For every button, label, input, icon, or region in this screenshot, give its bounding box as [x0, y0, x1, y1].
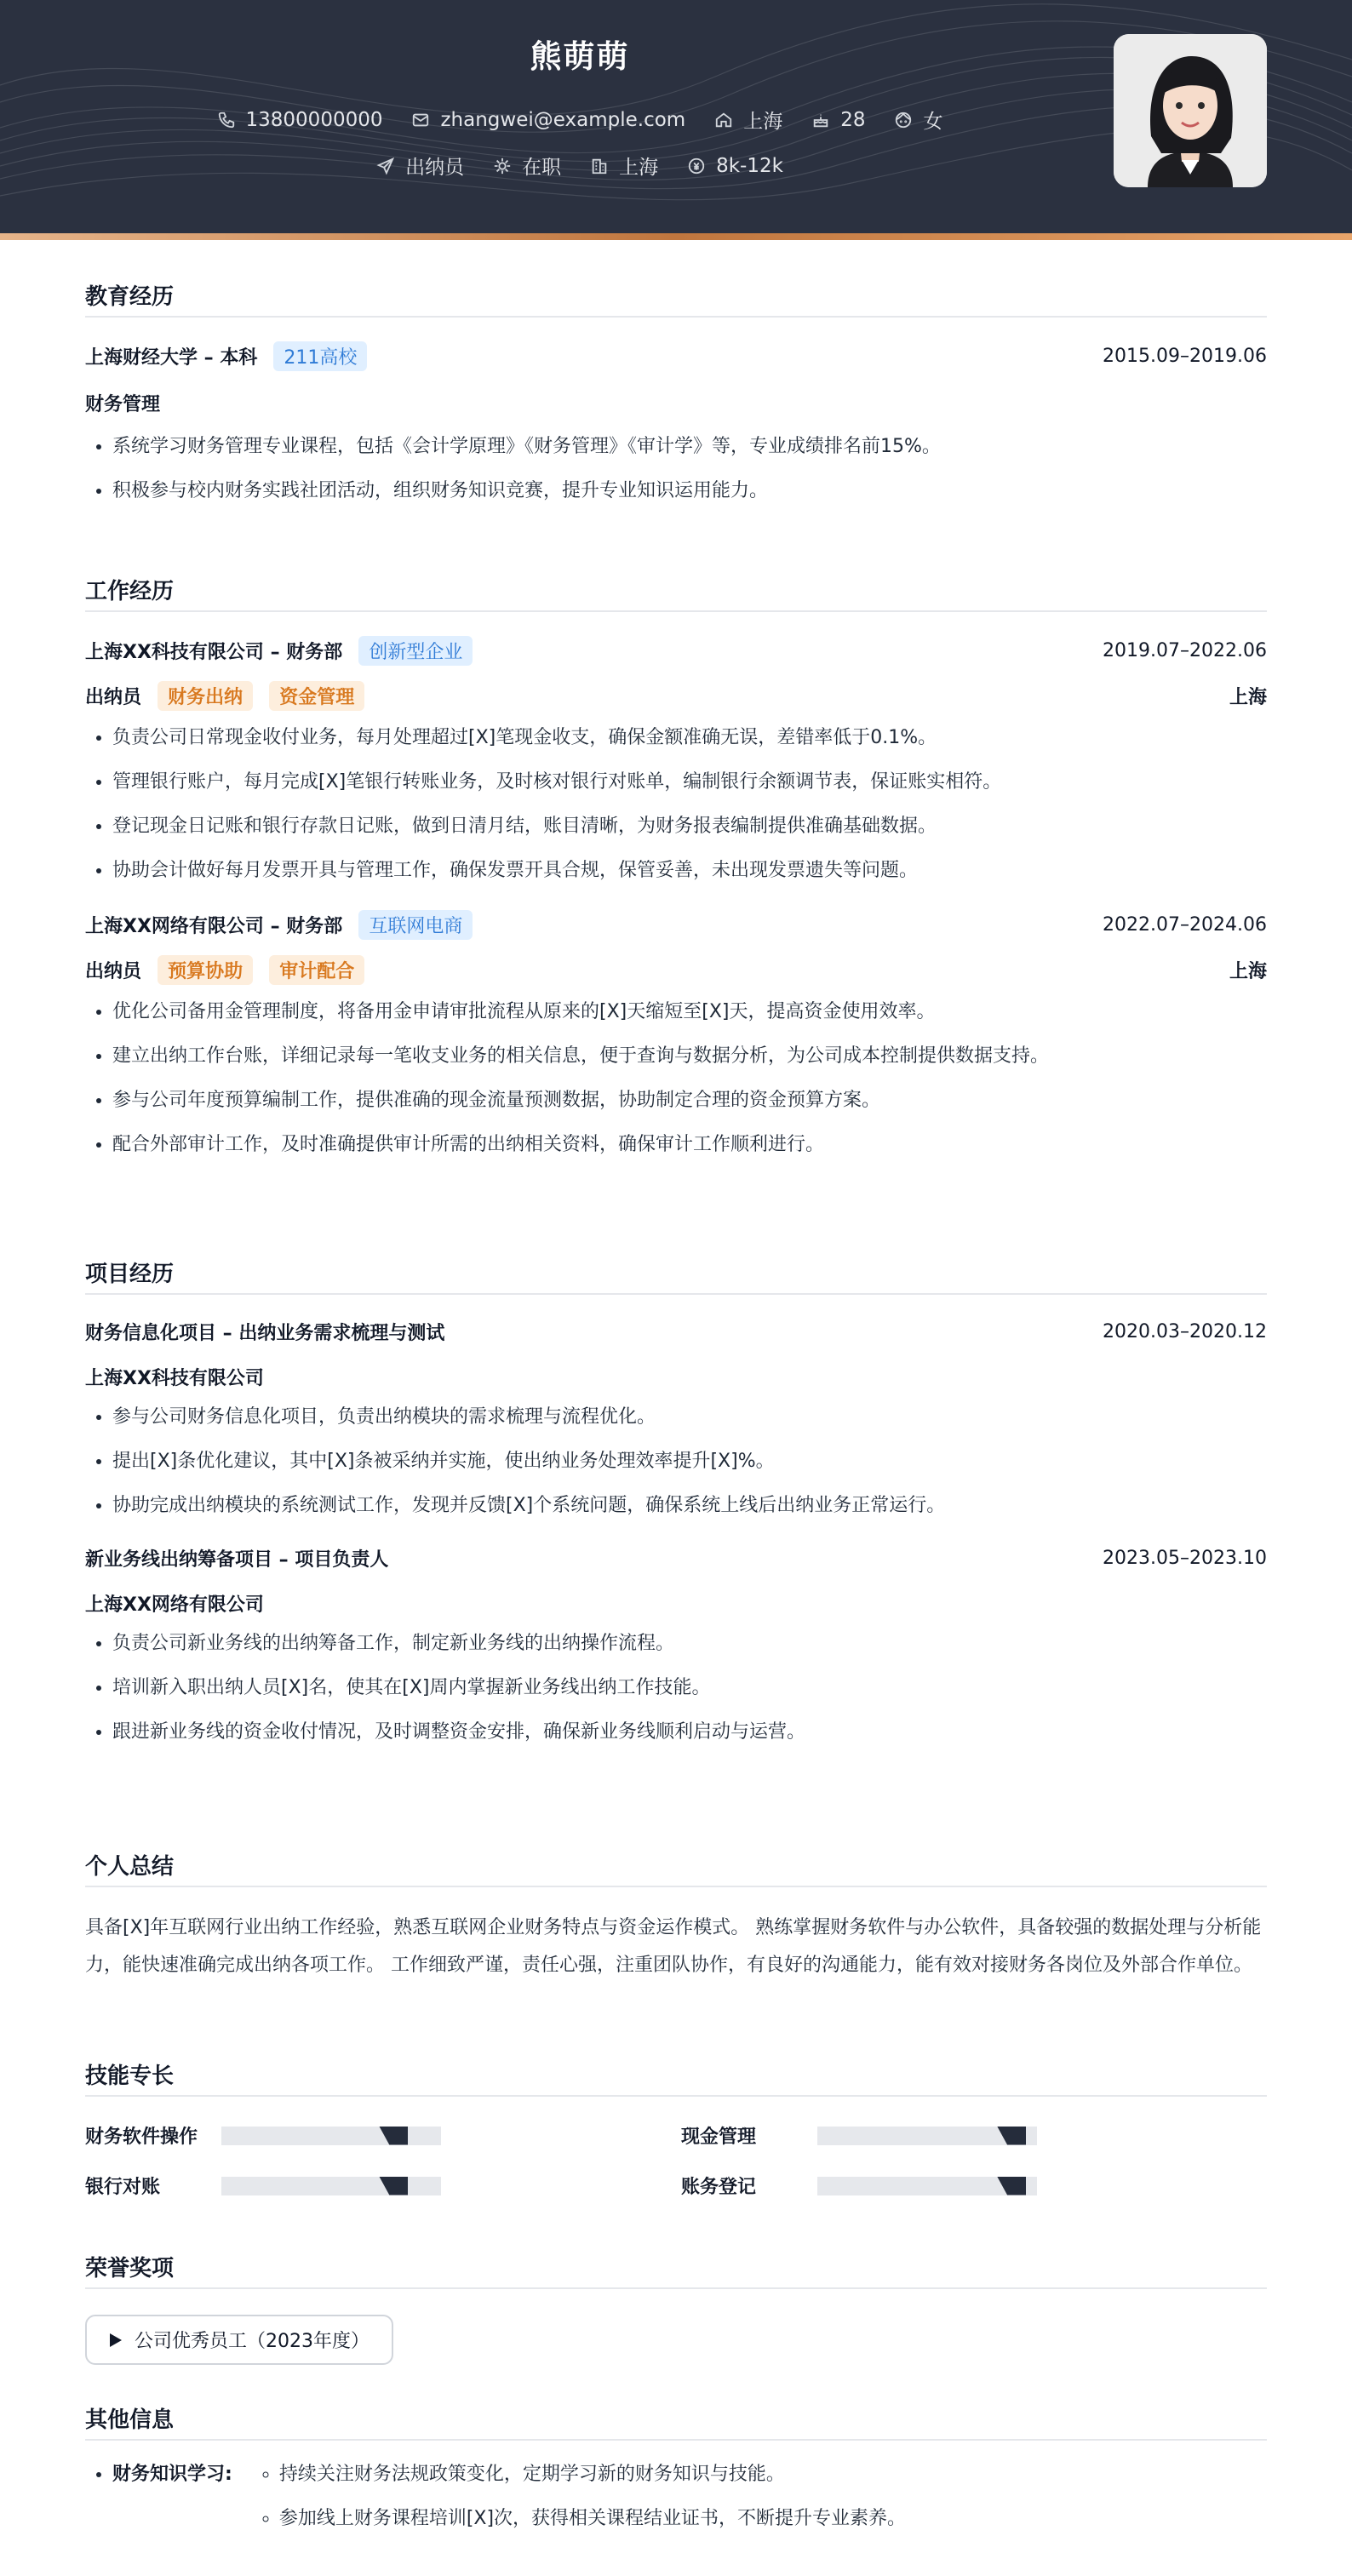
- company-tag: 互联网电商: [358, 910, 473, 940]
- other-section: [85, 2402, 1267, 2541]
- home-icon: [714, 111, 733, 129]
- skill-item: [681, 2172, 1267, 2199]
- company-name: 上海XX科技有限公司 – 财务部: [85, 642, 343, 663]
- play-icon: [109, 2333, 123, 2348]
- skill-bar-fill: [817, 2127, 1026, 2145]
- list-item: • 配合外部审计工作，及时准确提供审计所需的出纳相关资料，确保审计工作顺利进行。: [112, 1123, 1267, 1167]
- email-text: zhangwei@example.com: [440, 108, 686, 131]
- summary-title: 个人总结: [85, 1849, 1267, 1887]
- skill-bar-fill: [817, 2177, 1026, 2195]
- contact-row: [0, 106, 1160, 134]
- status-text: 在职: [522, 157, 562, 179]
- salary-item: [687, 155, 783, 177]
- project-title: 财务信息化项目 – 出纳业务需求梳理与测试: [85, 1323, 445, 1344]
- email-item: [411, 109, 685, 131]
- target-city-text: 上海: [619, 157, 659, 179]
- mail-icon: [411, 111, 430, 129]
- skill-name: 银行对账: [85, 2177, 161, 2198]
- school-name: 上海财经大学 – 本科: [85, 347, 258, 369]
- awards-section: [85, 2251, 1267, 2365]
- work-date: 2022.07–2024.06: [1103, 914, 1267, 936]
- location-text: 上海: [743, 111, 783, 133]
- cake-icon: [811, 111, 830, 129]
- work-title: 工作经历: [85, 574, 1267, 612]
- list-item: • 参与公司年度预算编制工作，提供准确的现金流量预测数据，协助制定合理的资金预算方案。: [112, 1079, 1267, 1123]
- skill-name: 现金管理: [681, 2127, 757, 2148]
- profile-photo: [1114, 34, 1267, 187]
- header-accent-bar: [0, 233, 1352, 240]
- project-header: [85, 1319, 1267, 1345]
- gender-icon: [894, 111, 913, 129]
- skills-title: 技能专长: [85, 2058, 1267, 2097]
- education-title: 教育经历: [85, 279, 1267, 318]
- project-date: 2020.03–2020.12: [1103, 1321, 1267, 1342]
- project-company: 上海XX科技有限公司: [85, 1368, 264, 1389]
- skill-name: 账务登记: [681, 2177, 757, 2198]
- list-item: • 优化公司备用金管理制度，将备用金申请审批流程从原来的[X]天缩短至[X]天，提高资金使用效率。: [112, 990, 1267, 1034]
- education-section: [85, 279, 1267, 513]
- work-city: 上海: [1229, 961, 1267, 982]
- list-item: • 协助完成出纳模块的系统测试工作，发现并反馈[X]个系统问题，确保系统上线后出纳业务正常运行。: [112, 1484, 1267, 1528]
- list-item: • 参与公司财务信息化项目，负责出纳模块的需求梳理与流程优化。: [112, 1395, 1267, 1440]
- list-item: • 积极参与校内财务实践社团活动，组织财务知识竞赛，提升专业知识运用能力。: [112, 469, 1267, 513]
- location-item: [714, 106, 782, 134]
- summary-section: [85, 1849, 1267, 1984]
- work-bullets: [85, 716, 1267, 893]
- other-label: 财务知识学习:: [112, 2464, 232, 2485]
- school-tag: 211高校: [273, 341, 367, 371]
- other-sublist: [238, 2453, 906, 2541]
- skill-item: [85, 2122, 681, 2149]
- skill-item: [85, 2172, 681, 2199]
- role-row: [85, 681, 1267, 711]
- work-bullets: [85, 990, 1267, 1167]
- award-label: 公司优秀员工（2023年度）: [135, 2331, 370, 2352]
- work-header: [85, 636, 1267, 666]
- company-tag: 创新型企业: [358, 636, 473, 666]
- project-date: 2023.05–2023.10: [1103, 1548, 1267, 1569]
- list-item: • 系统学习财务管理专业课程，包括《会计学原理》《财务管理》《审计学》等，专业成绩排名前15%。: [112, 425, 1267, 469]
- status-item: [493, 152, 561, 180]
- projects-title: 项目经历: [85, 1257, 1267, 1295]
- send-icon: [376, 157, 395, 175]
- award-item[interactable]: [85, 2315, 393, 2365]
- skills-grid: [85, 2122, 1267, 2199]
- list-item: [112, 2453, 1267, 2541]
- projects-section: [85, 1257, 1267, 1755]
- list-item: • 负责公司日常现金收付业务，每月处理超过[X]笔现金收支，确保金额准确无误，差错率低于0.1%。: [112, 716, 1267, 760]
- skill-bar-fill: [221, 2127, 408, 2145]
- status-icon: [493, 157, 512, 175]
- list-item: • 登记现金日记账和银行存款日记账，做到日清月结，账目清晰，为财务报表编制提供准确基础数据。: [112, 804, 1267, 849]
- role: 出纳员: [85, 687, 142, 708]
- other-list: [85, 2453, 1267, 2541]
- skill-bar: [221, 2127, 441, 2145]
- money-icon: [687, 157, 706, 175]
- role: 出纳员: [85, 961, 142, 982]
- resume-header: [0, 0, 1352, 240]
- education-bullets: [85, 425, 1267, 513]
- list-item: ◦ 持续关注财务法规政策变化，定期学习新的财务知识与技能。: [279, 2453, 906, 2497]
- work-city: 上海: [1229, 687, 1267, 708]
- skills-section: [85, 2058, 1267, 2199]
- work-entry: [85, 910, 1267, 1167]
- list-item: • 管理银行账户，每月完成[X]笔银行转账业务，及时核对银行对账单，编制银行余额调节表，保证账实相符。: [112, 760, 1267, 804]
- building-icon: [590, 157, 609, 175]
- gender-item: [894, 106, 942, 134]
- phone-icon: [217, 111, 236, 129]
- other-title: 其他信息: [85, 2402, 1267, 2441]
- avatar: [1114, 34, 1267, 187]
- work-header: [85, 910, 1267, 940]
- company-name: 上海XX网络有限公司 – 财务部: [85, 916, 343, 937]
- skill-tag: 审计配合: [269, 955, 364, 985]
- phone-text: 13800000000: [245, 108, 383, 131]
- skill-tag: 预算协助: [158, 955, 253, 985]
- job-title-item: [376, 152, 464, 180]
- skill-bar: [817, 2127, 1037, 2145]
- project-title: 新业务线出纳筹备项目 – 项目负责人: [85, 1549, 389, 1571]
- skill-tag: 财务出纳: [158, 681, 253, 711]
- job-title-text: 出纳员: [405, 157, 465, 179]
- candidate-name: 熊萌萌: [530, 38, 630, 75]
- role-row: [85, 955, 1267, 985]
- age-text: 28: [840, 108, 866, 131]
- project-company: 上海XX网络有限公司: [85, 1594, 264, 1616]
- work-section: [85, 574, 1267, 1167]
- age-item: [811, 109, 865, 131]
- skill-item: [681, 2122, 1267, 2149]
- list-item: • 培训新入职出纳人员[X]名，使其在[X]周内掌握新业务线出纳工作技能。: [112, 1666, 1267, 1710]
- project-header: [85, 1545, 1267, 1571]
- project-entry: [85, 1545, 1267, 1755]
- phone-item: [217, 109, 383, 131]
- list-item: ◦ 参加线上财务课程培训[X]次，获得相关课程结业证书，不断提升专业素养。: [279, 2497, 906, 2541]
- salary-text: 8k-12k: [716, 154, 783, 177]
- target-city-item: [590, 152, 658, 180]
- skill-bar: [817, 2177, 1037, 2195]
- education-date: 2015.09–2019.06: [1103, 346, 1267, 367]
- awards-title: 荣誉奖项: [85, 2251, 1267, 2289]
- gender-text: 女: [923, 111, 943, 133]
- list-item: • 建立出纳工作台账，详细记录每一笔收支业务的相关信息，便于查询与数据分析，为公司成本控制提供数据支持。: [112, 1034, 1267, 1079]
- project-bullets: [85, 1622, 1267, 1755]
- major: 财务管理: [85, 394, 161, 415]
- skill-bar: [221, 2177, 441, 2195]
- list-item: • 负责公司新业务线的出纳筹备工作，制定新业务线的出纳操作流程。: [112, 1622, 1267, 1666]
- summary-text: 具备[X]年互联网行业出纳工作经验，熟悉互联网企业财务特点与资金运作模式。 熟练掌握财务软件与办公软件，具备较强的数据处理与分析能力，能快速准确完成出纳各项工作。 工作细致严谨，责任心强，注重团队协作，有良好的沟通能力，能有效对接财务各岗位及外部合作单位。: [85, 1917, 1262, 1976]
- skill-tag: 资金管理: [269, 681, 364, 711]
- project-entry: [85, 1319, 1267, 1528]
- job-intent-row: [0, 152, 1160, 180]
- project-bullets: [85, 1395, 1267, 1528]
- skill-name: 财务软件操作: [85, 2127, 198, 2148]
- list-item: • 协助会计做好每月发票开具与管理工作，确保发票开具合规，保管妥善，未出现发票遗失等问题。: [112, 849, 1267, 893]
- work-entry: [85, 636, 1267, 893]
- education-header: [85, 341, 1267, 371]
- list-item: • 跟进新业务线的资金收付情况，及时调整资金安排，确保新业务线顺利启动与运营。: [112, 1710, 1267, 1755]
- work-date: 2019.07–2022.06: [1103, 640, 1267, 661]
- list-item: • 提出[X]条优化建议，其中[X]条被采纳并实施，使出纳业务处理效率提升[X]%。: [112, 1440, 1267, 1484]
- skill-bar-fill: [221, 2177, 408, 2195]
